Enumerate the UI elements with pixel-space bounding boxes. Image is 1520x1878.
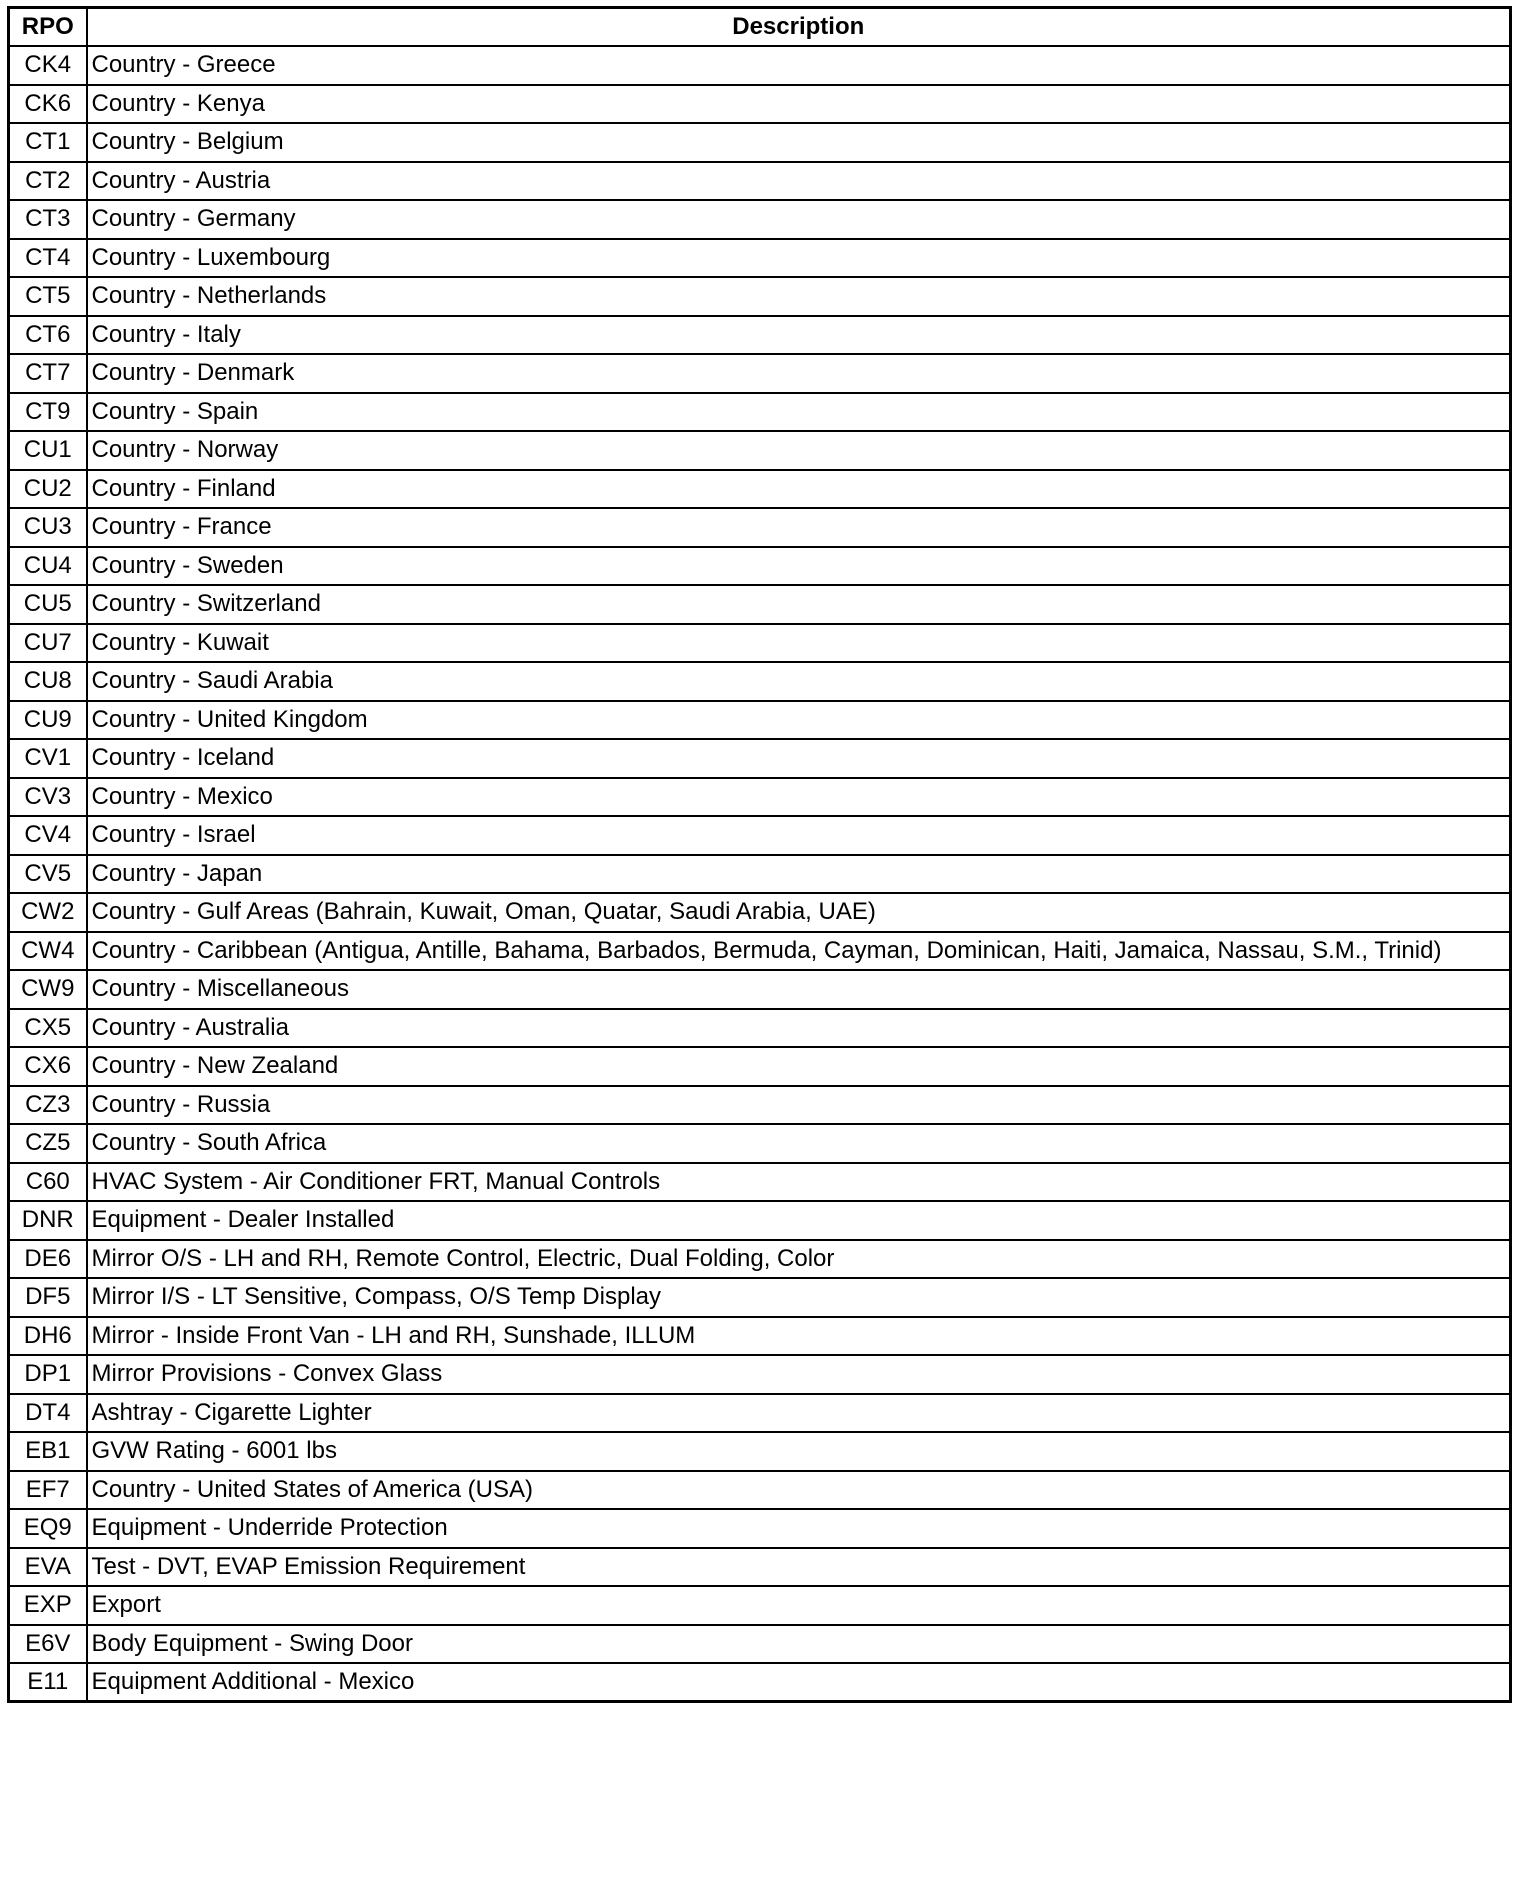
- table-row: [9, 547, 1511, 586]
- description-cell: Country - South Africa: [87, 1124, 1511, 1163]
- rpo-code-cell: CX6: [9, 1047, 87, 1086]
- description-cell: Country - Saudi Arabia: [87, 662, 1511, 701]
- rpo-code-cell: CV3: [9, 778, 87, 817]
- table-row: [9, 393, 1511, 432]
- rpo-code-cell: CW2: [9, 893, 87, 932]
- description-cell: Country - Iceland: [87, 739, 1511, 778]
- table-row: [9, 46, 1511, 85]
- table-row: [9, 701, 1511, 740]
- table-row: [9, 1586, 1511, 1625]
- rpo-code-cell: EQ9: [9, 1509, 87, 1548]
- table-row: [9, 739, 1511, 778]
- rpo-code-cell: CU8: [9, 662, 87, 701]
- table-row: [9, 470, 1511, 509]
- rpo-code-cell: CW4: [9, 932, 87, 971]
- description-cell: HVAC System - Air Conditioner FRT, Manual Controls: [87, 1163, 1511, 1202]
- rpo-code-cell: CU4: [9, 547, 87, 586]
- description-cell: Country - New Zealand: [87, 1047, 1511, 1086]
- table-row: [9, 932, 1511, 971]
- rpo-code-cell: DNR: [9, 1201, 87, 1240]
- table-row: [9, 1625, 1511, 1664]
- description-cell: GVW Rating - 6001 lbs: [87, 1432, 1511, 1471]
- rpo-code-cell: E11: [9, 1663, 87, 1702]
- description-cell: Mirror - Inside Front Van - LH and RH, Sunshade, ILLUM: [87, 1317, 1511, 1356]
- description-cell: Country - Miscellaneous: [87, 970, 1511, 1009]
- description-cell: Export: [87, 1586, 1511, 1625]
- rpo-code-cell: CT5: [9, 277, 87, 316]
- table-row: [9, 1548, 1511, 1587]
- table-row: [9, 1355, 1511, 1394]
- column-header-description: Description: [87, 8, 1511, 47]
- rpo-code-cell: CX5: [9, 1009, 87, 1048]
- table-row: [9, 816, 1511, 855]
- table-row: [9, 585, 1511, 624]
- description-cell: Mirror Provisions - Convex Glass: [87, 1355, 1511, 1394]
- table-row: [9, 1432, 1511, 1471]
- table-row: [9, 1009, 1511, 1048]
- rpo-code-cell: DH6: [9, 1317, 87, 1356]
- description-cell: Ashtray - Cigarette Lighter: [87, 1394, 1511, 1433]
- rpo-code-cell: CU9: [9, 701, 87, 740]
- table-row: [9, 85, 1511, 124]
- description-cell: Country - Greece: [87, 46, 1511, 85]
- table-row: [9, 162, 1511, 201]
- description-cell: Country - Japan: [87, 855, 1511, 894]
- rpo-code-cell: CT6: [9, 316, 87, 355]
- description-cell: Country - Italy: [87, 316, 1511, 355]
- rpo-code-cell: CT9: [9, 393, 87, 432]
- description-cell: Country - France: [87, 508, 1511, 547]
- rpo-code-cell: EB1: [9, 1432, 87, 1471]
- rpo-code-cell: CT2: [9, 162, 87, 201]
- description-cell: Mirror O/S - LH and RH, Remote Control, Electric, Dual Folding, Color: [87, 1240, 1511, 1279]
- rpo-code-cell: CK6: [9, 85, 87, 124]
- rpo-code-cell: DT4: [9, 1394, 87, 1433]
- column-header-rpo: RPO: [9, 8, 87, 47]
- rpo-code-cell: EXP: [9, 1586, 87, 1625]
- table-body: [9, 46, 1511, 1702]
- rpo-code-cell: CW9: [9, 970, 87, 1009]
- description-cell: Mirror I/S - LT Sensitive, Compass, O/S Temp Display: [87, 1278, 1511, 1317]
- table-row: [9, 316, 1511, 355]
- description-cell: Body Equipment - Swing Door: [87, 1625, 1511, 1664]
- table-row: [9, 200, 1511, 239]
- table-row: [9, 778, 1511, 817]
- rpo-code-cell: CZ5: [9, 1124, 87, 1163]
- table-row: [9, 354, 1511, 393]
- description-cell: Country - Mexico: [87, 778, 1511, 817]
- description-cell: Country - United Kingdom: [87, 701, 1511, 740]
- table-row: [9, 1394, 1511, 1433]
- table-row: [9, 1278, 1511, 1317]
- description-cell: Equipment - Underride Protection: [87, 1509, 1511, 1548]
- rpo-code-cell: E6V: [9, 1625, 87, 1664]
- table-row: [9, 1201, 1511, 1240]
- description-cell: Country - Spain: [87, 393, 1511, 432]
- description-cell: Country - Russia: [87, 1086, 1511, 1125]
- rpo-code-cell: CT3: [9, 200, 87, 239]
- description-cell: Country - Luxembourg: [87, 239, 1511, 278]
- rpo-code-cell: CU7: [9, 624, 87, 663]
- rpo-code-cell: CU1: [9, 431, 87, 470]
- description-cell: Country - Germany: [87, 200, 1511, 239]
- description-cell: Country - Netherlands: [87, 277, 1511, 316]
- rpo-code-cell: CT4: [9, 239, 87, 278]
- description-cell: Country - Denmark: [87, 354, 1511, 393]
- table-row: [9, 1086, 1511, 1125]
- table-row: [9, 970, 1511, 1009]
- rpo-code-cell: EVA: [9, 1548, 87, 1587]
- rpo-code-cell: CV4: [9, 816, 87, 855]
- description-cell: Equipment - Dealer Installed: [87, 1201, 1511, 1240]
- table-row: [9, 1124, 1511, 1163]
- table-row: [9, 1163, 1511, 1202]
- rpo-code-cell: CV5: [9, 855, 87, 894]
- description-cell: Country - Finland: [87, 470, 1511, 509]
- rpo-code-cell: DE6: [9, 1240, 87, 1279]
- table-row: [9, 624, 1511, 663]
- rpo-code-cell: CT7: [9, 354, 87, 393]
- table-row: [9, 508, 1511, 547]
- description-cell: Country - Kuwait: [87, 624, 1511, 663]
- table-row: [9, 893, 1511, 932]
- description-cell: Country - Australia: [87, 1009, 1511, 1048]
- table-header: [9, 8, 1511, 47]
- description-cell: Country - Switzerland: [87, 585, 1511, 624]
- rpo-code-cell: DP1: [9, 1355, 87, 1394]
- rpo-table: [7, 6, 1512, 1703]
- table-row: [9, 1471, 1511, 1510]
- rpo-code-cell: C60: [9, 1163, 87, 1202]
- description-cell: Country - Sweden: [87, 547, 1511, 586]
- rpo-code-cell: CT1: [9, 123, 87, 162]
- description-cell: Country - Gulf Areas (Bahrain, Kuwait, Oman, Quatar, Saudi Arabia, UAE): [87, 893, 1511, 932]
- table-row: [9, 1663, 1511, 1702]
- rpo-code-cell: CZ3: [9, 1086, 87, 1125]
- table-row: [9, 1317, 1511, 1356]
- description-cell: Equipment Additional - Mexico: [87, 1663, 1511, 1702]
- rpo-code-cell: CU2: [9, 470, 87, 509]
- rpo-code-cell: DF5: [9, 1278, 87, 1317]
- rpo-code-cell: CU3: [9, 508, 87, 547]
- table-row: [9, 1509, 1511, 1548]
- table-row: [9, 662, 1511, 701]
- table-row: [9, 1047, 1511, 1086]
- rpo-code-cell: EF7: [9, 1471, 87, 1510]
- description-cell: Country - Israel: [87, 816, 1511, 855]
- description-cell: Country - Norway: [87, 431, 1511, 470]
- description-cell: Country - Austria: [87, 162, 1511, 201]
- description-cell: Country - Kenya: [87, 85, 1511, 124]
- table-row: [9, 123, 1511, 162]
- description-cell: Country - United States of America (USA): [87, 1471, 1511, 1510]
- description-cell: Country - Caribbean (Antigua, Antille, Bahama, Barbados, Bermuda, Cayman, Dominican, Haiti, Jamaica, Nassau, S.M., Trinid): [87, 932, 1511, 971]
- description-cell: Test - DVT, EVAP Emission Requirement: [87, 1548, 1511, 1587]
- description-cell: Country - Belgium: [87, 123, 1511, 162]
- header-row: [9, 8, 1511, 47]
- table-row: [9, 855, 1511, 894]
- rpo-code-cell: CK4: [9, 46, 87, 85]
- table-row: [9, 239, 1511, 278]
- table-row: [9, 1240, 1511, 1279]
- table-row: [9, 431, 1511, 470]
- rpo-code-cell: CU5: [9, 585, 87, 624]
- table-row: [9, 277, 1511, 316]
- rpo-code-cell: CV1: [9, 739, 87, 778]
